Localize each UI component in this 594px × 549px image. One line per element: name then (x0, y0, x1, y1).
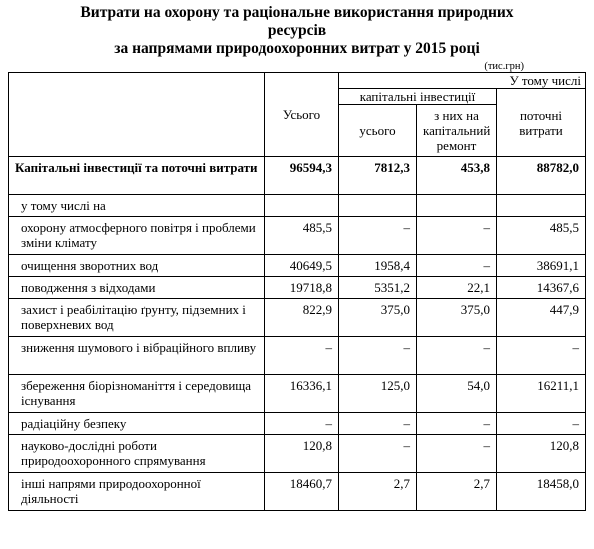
cell-current: 447,9 (497, 299, 586, 337)
cell-repair: 453,8 (417, 157, 497, 195)
header-cap-repair: з них на капітальний ремонт (417, 105, 497, 157)
cell-total: – (265, 337, 339, 375)
table-row (9, 255, 586, 277)
row-label: очищення зворотних вод (9, 255, 265, 277)
cell-current: 38691,1 (497, 255, 586, 277)
cell-repair: 22,1 (417, 277, 497, 299)
cell-total: 18460,7 (265, 473, 339, 511)
cell-capital: – (339, 413, 417, 435)
cell-capital: – (339, 337, 417, 375)
table-row (9, 157, 586, 195)
cell-current: 485,5 (497, 217, 586, 255)
table-row (9, 375, 586, 413)
row-label: захист і реабілітацію ґрунту, підземних і поверхневих вод (9, 299, 265, 337)
cell-capital (339, 195, 417, 217)
row-label: поводження з відходами (9, 277, 265, 299)
row-label: науково-дослідні роботи природоохоронного спрямування (9, 435, 265, 473)
cell-total: 40649,5 (265, 255, 339, 277)
table-row (9, 277, 586, 299)
row-label: охорону атмосферного повітря і проблеми зміни клімату (9, 217, 265, 255)
header-incl: У тому числі (339, 73, 586, 89)
cell-repair: – (417, 337, 497, 375)
row-label: у тому числі на (9, 195, 265, 217)
table-row (9, 413, 586, 435)
title-line-2: за напрямами природоохоронних витрат у 2015 році (114, 40, 480, 57)
cell-capital: 1958,4 (339, 255, 417, 277)
cell-current (497, 195, 586, 217)
cell-repair (417, 195, 497, 217)
cell-repair: – (417, 255, 497, 277)
cell-total (265, 195, 339, 217)
cell-repair: 2,7 (417, 473, 497, 511)
table-row (9, 435, 586, 473)
header-current: поточні витрати (497, 89, 586, 157)
cell-current: 18458,0 (497, 473, 586, 511)
cell-total: 822,9 (265, 299, 339, 337)
cell-total: 120,8 (265, 435, 339, 473)
row-label: збереження біорізноманіття і середовища існування (9, 375, 265, 413)
header-label-cell (9, 73, 265, 157)
cell-repair: – (417, 435, 497, 473)
cell-repair: 54,0 (417, 375, 497, 413)
cell-total: – (265, 413, 339, 435)
cell-capital: – (339, 435, 417, 473)
cell-current: 120,8 (497, 435, 586, 473)
cell-current: – (497, 413, 586, 435)
row-label: зниження шумового і вібраційного впливу (9, 337, 265, 375)
cell-current: 14367,6 (497, 277, 586, 299)
cell-current: 16211,1 (497, 375, 586, 413)
cell-capital: 125,0 (339, 375, 417, 413)
cell-repair: – (417, 217, 497, 255)
cell-total: 96594,3 (265, 157, 339, 195)
table-row (9, 195, 586, 217)
cell-capital: 5351,2 (339, 277, 417, 299)
table-row (9, 217, 586, 255)
cell-total: 19718,8 (265, 277, 339, 299)
cell-repair: – (417, 413, 497, 435)
cell-capital: 7812,3 (339, 157, 417, 195)
header-capital: капітальні інвестиції (339, 89, 497, 105)
table-row (9, 337, 586, 375)
cell-current: – (497, 337, 586, 375)
cell-current: 88782,0 (497, 157, 586, 195)
row-label: Капітальні інвестиції та поточні витрати (9, 157, 265, 195)
expenditure-table (8, 72, 586, 511)
cell-total: 16336,1 (265, 375, 339, 413)
header-cap-total: усього (339, 105, 417, 157)
cell-capital: 2,7 (339, 473, 417, 511)
title-line-1: Витрати на охорону та раціональне використання природних ресурсів (80, 4, 514, 39)
cell-capital: – (339, 217, 417, 255)
cell-capital: 375,0 (339, 299, 417, 337)
table-row (9, 473, 586, 511)
table-row (9, 299, 586, 337)
cell-repair: 375,0 (417, 299, 497, 337)
cell-total: 485,5 (265, 217, 339, 255)
row-label: радіаційну безпеку (9, 413, 265, 435)
header-total: Усього (265, 73, 339, 157)
row-label: інші напрями природоохоронної діяльності (9, 473, 265, 511)
unit-label: (тис.грн) (484, 61, 524, 72)
